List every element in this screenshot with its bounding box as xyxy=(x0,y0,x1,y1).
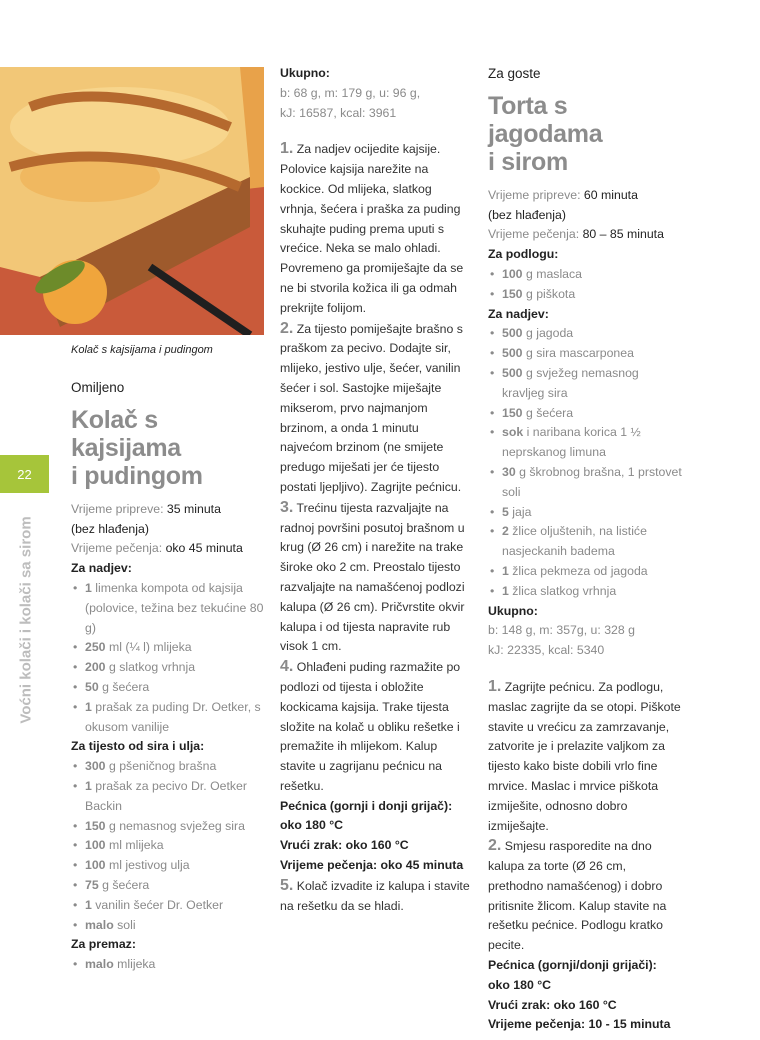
recipe1-step-2: 2. Za tijesto pomiješajte brašno s praškom za pecivo. Dodajte sir, mlijeko, jestivo ulje, šećer, vanilin šećer i sol. Sastojke miješajte mikserom, prvo najmanjom brzinom, a onda 1 minutu najvećom brzinom (ne smijete predugo miješati jer će tijesto postati ljepljivo). Zagrijte pećnicu. xyxy=(280,319,463,494)
list-item: • 150 g šećera xyxy=(488,404,684,424)
list-item: • 30 g škrobnog brašna, 1 prstovet soli xyxy=(488,463,684,503)
recipe2-oven-line2: oko 180 °C xyxy=(488,977,552,992)
list-item: • 50 g šećera xyxy=(71,678,266,698)
recipe2-total-line1: b: 148 g, m: 357g, u: 328 g xyxy=(488,623,635,638)
recipe1-cool: (bez hlađenja) xyxy=(71,521,149,536)
recipe2-filling-list xyxy=(488,324,684,601)
recipe1-dough-head: Za tijesto od sira i ulja: xyxy=(71,739,205,754)
list-item: • 500 g svježeg nemasnog kravljeg sira xyxy=(488,364,684,404)
recipe2-fan: Vrući zrak: oko 160 °C xyxy=(488,997,617,1012)
recipe2-column xyxy=(488,64,684,1035)
recipe1-method-column xyxy=(280,64,470,916)
list-item: • 1 žlica slatkog vrhnja xyxy=(488,582,684,602)
recipe2-step-1: 1. Zagrijte pećnicu. Za podlogu, maslac zagrijte da se otopi. Piškote stavite u vrećicu za zamrzavanje, zatvorite je i prelazite valjkom za tijesto kako biste dobili vrlo fine mrvice. Maslac i mrvice piškota izmiješite, odnosno dobro izmiješajte. xyxy=(488,677,681,833)
recipe1-fan: Vrući zrak: oko 160 °C xyxy=(280,838,409,853)
apricot-cake-illustration xyxy=(0,67,264,335)
cake-photo xyxy=(0,67,264,335)
list-item: • 1 žlica pekmeza od jagoda xyxy=(488,562,684,582)
list-item: • 100 ml mlijeka xyxy=(71,836,266,856)
recipe1-bake-time: Vrijeme pečenja: oko 45 minuta xyxy=(280,858,464,873)
photo-caption: Kolač s kajsijama i pudingom xyxy=(71,344,213,356)
recipe1-total-head: Ukupno: xyxy=(280,66,330,80)
list-item: • 200 g slatkog vrhnja xyxy=(71,658,266,678)
recipe2-base-list xyxy=(488,265,684,305)
page-number-tab xyxy=(0,455,49,493)
recipe1-oven-line1: Pećnica (gornji i donji grijač): xyxy=(280,798,453,813)
list-item: • 5 jaja xyxy=(488,503,684,523)
recipe1-eyebrow: Omiljeno xyxy=(71,380,125,395)
list-item: • 500 g sira mascarponea xyxy=(488,344,684,364)
recipe2-total-line2: kJ: 22335, kcal: 5340 xyxy=(488,643,605,658)
recipe2-total-head: Ukupno: xyxy=(488,603,538,618)
recipe1-total-line1: b: 68 g, m: 179 g, u: 96 g, xyxy=(280,85,421,100)
list-item: • 1 prašak za pecivo Dr. Oetker Backin xyxy=(71,777,266,817)
recipe1-step-3: 3. Trećinu tijesta razvaljajte na radnoj površini posutoj brašnom u krug (Ø 26 cm) i narežite na trake široke oko 2 cm. Preostalo tijesto razvaljajte na namašćenoj podlozi kalupa (Ø 26 cm). Pričvrstite okvir kalupa i od tijesta napravite rub visok 1 cm. xyxy=(280,498,465,654)
list-item: • malo soli xyxy=(71,916,266,936)
list-item: • 100 ml jestivog ulja xyxy=(71,856,266,876)
recipe2-title-line1: Torta s jagodama xyxy=(488,91,603,148)
list-item: • 1 vanilin šećer Dr. Oetker xyxy=(71,896,266,916)
recipe2-eyebrow: Za goste xyxy=(488,66,541,81)
recipe1-step-1: 1. Za nadjev ocijedite kajsije. Polovice kajsija narežite na kockice. Od mlijeka, slatkog vrhnja, šećera i praška za puding skuhajte puding prema uputi s vrećice. Neka se malo ohladi. Povremeno ga promiješajte da se ne bi stvorila kožica ili ga odmah prekrijte folijom. xyxy=(280,140,464,315)
recipe1-dough-list xyxy=(71,757,266,935)
recipe1-column xyxy=(71,378,266,975)
list-item: • 1 prašak za puding Dr. Oetker, s okusom vanilije xyxy=(71,698,266,738)
recipe2-step-2: 2. Smjesu rasporedite na dno kalupa za torte (Ø 26 cm, prethodno namašćenog) i dobro pritisnite žlicom. Kalup stavite na rešetku pećnice. Podlogu kratko pecite. xyxy=(488,837,667,953)
recipe1-title-line2: i pudingom xyxy=(71,461,203,490)
page-number: 22 xyxy=(17,466,32,482)
recipe1-title-line1: Kolač s kajsijama xyxy=(71,405,181,462)
recipe1-step-4: 4. Ohlađeni puding razmažite po podlozi od tijesta i obložite kockicama kajsija. Trake tijesta složite na kolač u obliku rešetke i premažite ih mlijekom. Kalup stavite u zagrijanu pećnicu na rešetku. xyxy=(280,658,461,793)
recipe2-base-head: Za podlogu: xyxy=(488,247,559,262)
recipe1-step-5: 5. Kolač izvadite iz kalupa i stavite na rešetku da se hladi. xyxy=(280,876,470,913)
list-item: • 100 g maslaca xyxy=(488,265,684,285)
recipe2-prep: Vrijeme pripreve: 60 minuta xyxy=(488,187,638,202)
chapter-spine-title: Voćni kolači i kolači sa sirom xyxy=(17,516,35,724)
recipe2-bake-time: Vrijeme pečenja: 10 - 15 minuta xyxy=(488,1017,671,1032)
list-item: • 2 žlice oljuštenih, na listiće nasjeckanih badema xyxy=(488,522,684,562)
recipe2-bake: Vrijeme pečenja: 80 – 85 minuta xyxy=(488,227,664,242)
recipe1-glaze-list xyxy=(71,955,266,975)
recipe2-oven-line1: Pećnica (gornji/donji grijači): xyxy=(488,958,657,973)
recipe1-filling-list xyxy=(71,579,266,737)
recipe1-bake: Vrijeme pečenja: oko 45 minuta xyxy=(71,541,243,556)
recipe1-glaze-head: Za premaz: xyxy=(71,937,136,952)
recipe1-title xyxy=(71,406,266,490)
list-item: • 75 g šećera xyxy=(71,876,266,896)
recipe2-title xyxy=(488,92,684,176)
list-item: • malo mlijeka xyxy=(71,955,266,975)
list-item: • 150 g piškota xyxy=(488,285,684,305)
recipe2-title-line2: i sirom xyxy=(488,147,568,176)
list-item: • 250 ml (¼ l) mlijeka xyxy=(71,638,266,658)
recipe2-cool: (bez hlađenja) xyxy=(488,207,566,222)
list-item: • 500 g jagoda xyxy=(488,324,684,344)
list-item: • 300 g pšeničnog brašna xyxy=(71,757,266,777)
list-item: • 150 g nemasnog svježeg sira xyxy=(71,817,266,837)
recipe1-total-line2: kJ: 16587, kcal: 3961 xyxy=(280,105,397,120)
recipe1-filling-head: Za nadjev: xyxy=(71,561,132,576)
list-item: • 1 limenka kompota od kajsija (polovice, težina bez tekućine 80 g) xyxy=(71,579,266,638)
recipe2-filling-head: Za nadjev: xyxy=(488,306,549,321)
recipe1-oven-line2: oko 180 °C xyxy=(280,818,344,833)
recipe1-prep: Vrijeme pripreve: 35 minuta xyxy=(71,501,221,516)
list-item: • sok i naribana korica 1 ½ neprskanog limuna xyxy=(488,423,684,463)
